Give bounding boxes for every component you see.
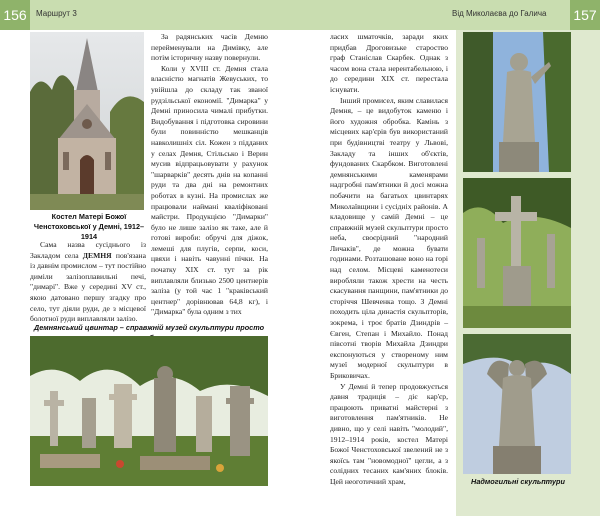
- paragraph: За радянських часів Демню перейменували на Димівку, але потім історичну назву повернули.: [151, 32, 268, 63]
- right-page-number: 157: [570, 0, 600, 30]
- statue-photo-1: [463, 32, 571, 172]
- cemetery-caption: Демнянський цвинтар – справжній музей скульптури просто: [33, 323, 265, 332]
- church-caption: Костел Матері Божої Ченстоховської у Демні, 1912–1914: [33, 212, 145, 241]
- right-page-header: [300, 0, 600, 30]
- church-photo: [30, 32, 144, 210]
- right-running-title: Від Миколаєва до Галича: [452, 9, 547, 18]
- statues-caption: Надмогильні скульптури: [471, 477, 565, 486]
- text-column-1: [30, 240, 146, 325]
- paragraph-text: Сама назва сусіднього із Закладом села: [30, 240, 146, 260]
- paragraph: У Демні й тепер продовжується давня традиція – діє кар'єр, працюють приватні майстерні з виготовлення пам'ятників. Не дивно, що у селі навіть "молодий", 1912–1914 років, костел Матері Божої Ченстоховської звелений не з якоїсь там "новомодної" цегли, а з солідних тесаних кам'яних блоків. Цей неоготичний храм,: [330, 381, 448, 486]
- left-page-number: 156: [0, 0, 30, 30]
- statue-photo-3: [463, 334, 571, 474]
- cemetery-photo: [30, 336, 268, 486]
- village-name: ДЕМНЯ: [82, 250, 112, 260]
- statue-photo-2: [463, 178, 571, 328]
- text-column-2: [151, 32, 268, 318]
- left-running-title: Маршрут 3: [36, 9, 77, 18]
- paragraph: Інший промисел, яким славилася Демня, – це видобуток каменю і його художня обробка. Камінь з місцевих кар'єрів був використаний при будівництві театру у Львові, Закладу та інших об'єктів, фундованих Скарбком. Виготовлені демнянськими каменярами надгробні пам'ятники й досі можна побачити на багатьох цвинтарях Миколаївщини і сусідніх районів. А кладовище у самій Демні – це справжній музей скульптури просто неба, своєрідний "народний Личаків", де можна бувати годинами. Розташоване воно на горі над селом. Місцеві каменотеси виробляли також хрести на честь скасування панщини, пам'ятники до сторіччя Шевченка тощо. З Демні походить ціла династія скульпторів, зокрема, і троє братів Дзиндрів – Євген, Степан і Михайло. Понад півсотні творів Михайла Дзиндри експонуються у створеному ним музеї модерної скульптури в Бриковичах.: [330, 95, 448, 380]
- paragraph: ласих шматочків, заради яких придбав Дроговизьке староство граф Станіслав Скарбек. Однак з часом вона стала нерентабельною, і до середини XIX ст. перестала існувати.: [330, 32, 448, 94]
- paragraph: Коли у XVIII ст. Демня стала власністю магнатів Жевуських, то увійшла до складу так званої рудзільської економії. "Димарка" у Демні приносила чималі прибутки. Видобування і підготовка сировини були повинністю мешканців навколишніх сіл. Кожен з підданих у селах Демня, Стільсько і Верин мусив відпрацьовувати у рахунок "шарварків" десять днів на копанні руди та два дні на ремонтних роботах в кузні. На промислах же працювали наймані кваліфіковані майстри. Продукцією "Димарки" було не лише залізо як таке, але й готові вироби: обручі для діжок, лемеші для плугів, серпи, коси, цвяхи і навіть чавунні пічки. На початку XIX ст. тут за рік виплавляли близько 2500 центнерів заліза (у той час 1 "краківський центнер" дорівнював 64,8 кг), і "Димарка" була одним з тих: [151, 63, 268, 317]
- text-column-3: [330, 32, 448, 488]
- paragraph: [30, 240, 146, 325]
- paragraph-text: пов'язана із давнім промислом – тут постійно диміли залізоплавильні печі, "димарі". Вже у середині XV ст., якою датовано першу згадку про село, тут діяли руди, де з місцевої болотної руди виплавляли залізо.: [30, 250, 146, 324]
